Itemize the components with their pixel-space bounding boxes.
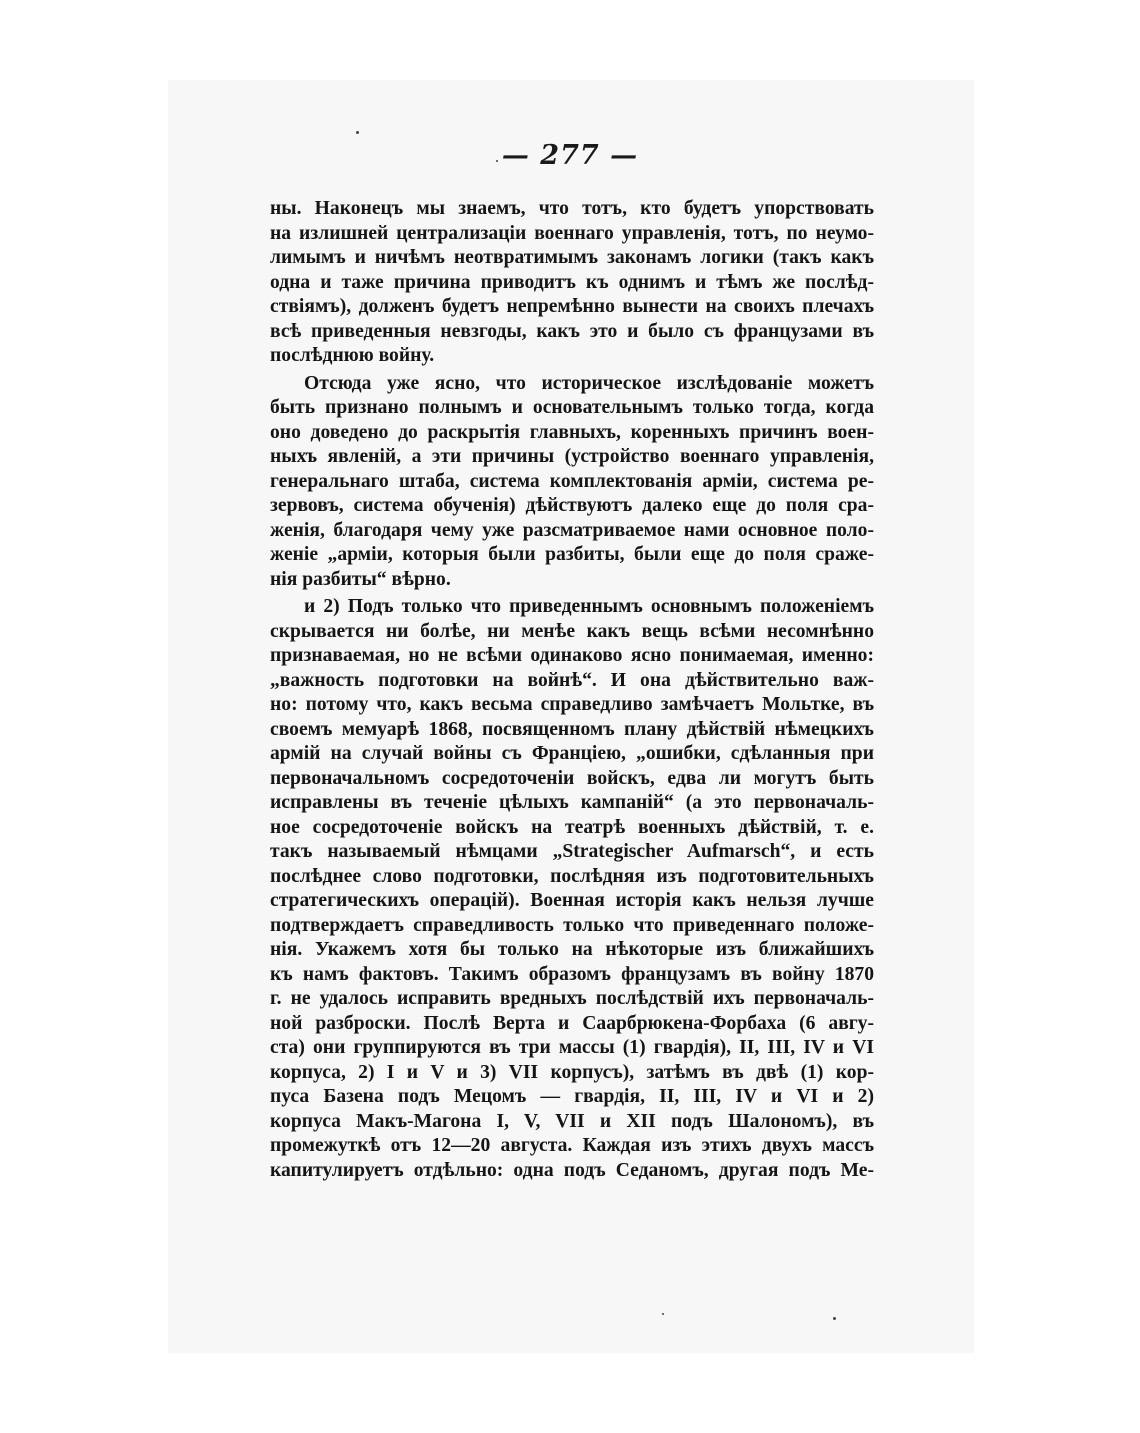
text-line: ныхъ явленій, а эти причины (устройство военнаго управленія, (270, 446, 874, 467)
text-line: подтверждаетъ справедливость только что приведеннаго положе- (270, 914, 874, 936)
text-line: г. не удалось исправить вредныхъ послѣдствій ихъ первоначаль- (270, 988, 874, 1009)
text-line: ной разброски. Послѣ Верта и Саарбрюкена-Форбаха (6 авгу- (270, 1012, 874, 1034)
text-line: такъ называемый нѣмцами „Strategischer Aufmarsch“, и есть (270, 841, 874, 862)
text-line: своемъ мемуарѣ 1868, посвященномъ плану дѣйствій нѣмецкихъ (270, 718, 874, 740)
text-line: одна и таже причина приводитъ къ однимъ и тѣмъ же послѣд- (270, 271, 874, 293)
text-line: зервовъ, система обученія) дѣйствуютъ далеко еще до поля сра- (270, 495, 874, 516)
text-line: стратегическихъ операцій). Военная исторія какъ нельзя лучше (270, 890, 874, 911)
text-line: Отсюда уже ясно, что историческое изслѣдованіе можетъ (304, 372, 874, 394)
text-line: послѣднее слово подготовки, послѣдняя изъ подготовительныхъ (270, 865, 874, 887)
text-line: скрывается ни болѣе, ни менѣе какъ вещь всѣми несомнѣнно (270, 620, 874, 642)
text-line: но: потому что, какъ весьма справедливо замѣчаетъ Мольтке, въ (270, 694, 874, 715)
body-text (270, 197, 874, 1183)
text-line: корпуса, 2) I и V и 3) VII корпусъ), затѣмъ въ двѣ (1) кор- (270, 1061, 874, 1083)
text-line: на излишней централизаціи военнаго управленія, тотъ, по неумо- (270, 222, 874, 244)
scan-speck (833, 1317, 836, 1320)
text-line: быть признано полнымъ и основательнымъ только тогда, когда (270, 397, 874, 418)
text-line: женія, благодаря чему уже разсматриваемое нами основное поло- (270, 519, 874, 541)
text-line: ствіямъ), долженъ будетъ непремѣнно вынести на своихъ плечахъ (270, 296, 874, 317)
text-line: нія. Укажемъ хотя бы только на нѣкоторые изъ ближайшихъ (270, 939, 874, 960)
text-line: пуса Базена подъ Мецомъ — гвардія, II, III, IV и VI и 2) (270, 1086, 874, 1107)
text-line: капитулируетъ отдѣльно: одна подъ Седаномъ, другая подъ Ме- (270, 1159, 874, 1181)
text-line: ное сосредоточеніе войскъ на театрѣ военныхъ дѣйствій, т. е. (270, 816, 874, 838)
text-line: послѣднюю войну. (270, 345, 435, 366)
text-line: ны. Наконецъ мы знаемъ, что тотъ, кто будетъ упорствовать (270, 198, 874, 219)
text-line: первоначальномъ сосредоточеніи войскъ, едва ли могутъ быть (270, 767, 874, 789)
text-line: „важность подготовки на войнѣ“. И она дѣйствительно важ- (270, 669, 874, 691)
text-line: корпуса Макъ-Магона I, V, VII и XII подъ Шалономъ), въ (270, 1110, 874, 1132)
page-number: — 277 — (501, 140, 639, 171)
text-line: признаваемая, но не всѣми одинаково ясно понимаемая, именно: (270, 645, 874, 666)
text-line: генеральнаго штаба, система комплектованія арміи, система ре- (270, 470, 874, 492)
text-line: лимымъ и ничѣмъ неотвратимымъ законамъ логики (такъ какъ (270, 247, 874, 268)
text-line: къ намъ фактовъ. Такимъ образомъ французамъ въ войну 1870 (270, 963, 874, 985)
text-line: армій на случай войны съ Франціею, „ошибки, сдѣланныя при (270, 743, 874, 764)
text-line: женіе „арміи, которыя были разбиты, были еще до поля сраже- (270, 544, 874, 565)
text-line: исправлены въ теченіе цѣлыхъ кампаній“ (а это первоначаль- (270, 792, 874, 813)
text-line: и 2) Подъ только что приведеннымъ основнымъ положеніемъ (304, 596, 874, 617)
text-line: нія разбиты“ вѣрно. (270, 568, 451, 590)
scan-speck (356, 131, 359, 134)
scan-speck (662, 1313, 664, 1315)
text-line: ста) они группируются въ три массы (1) гвардія), II, III, IV и VI (270, 1037, 874, 1058)
text-line: оно доведено до раскрытія главныхъ, коренныхъ причинъ воен- (270, 421, 874, 443)
text-line: промежуткѣ отъ 12—20 августа. Каждая изъ этихъ двухъ массъ (270, 1135, 874, 1156)
text-line: всѣ приведенныя невзгоды, какъ это и было съ французами въ (270, 320, 874, 342)
scan-speck (496, 160, 498, 162)
